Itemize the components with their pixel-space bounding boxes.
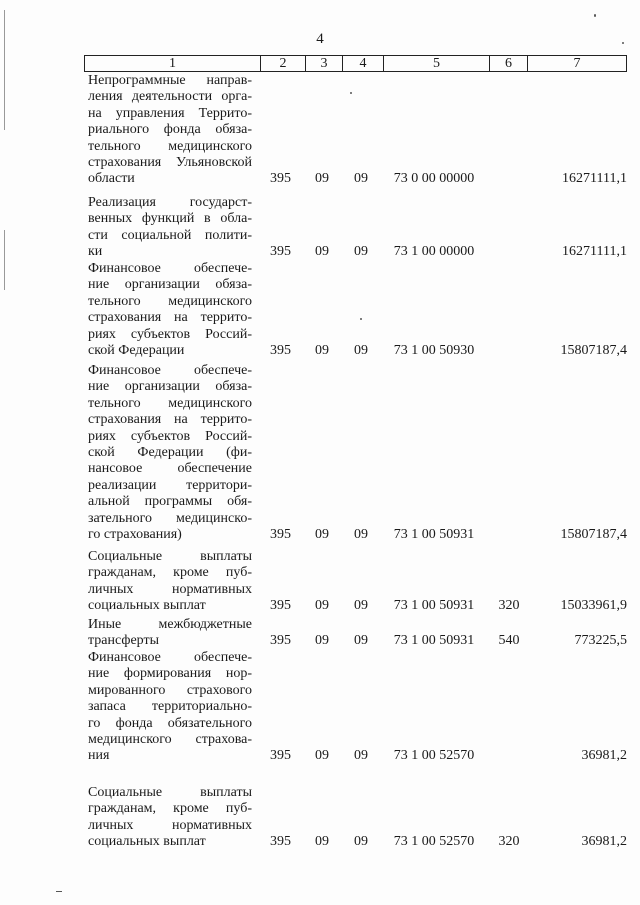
description-line: Социальные выплаты: [88, 785, 252, 800]
description-line: трансферты: [88, 633, 160, 649]
description-line: ской Федерации (фи-: [88, 445, 252, 461]
cell-c2: 395: [270, 633, 291, 649]
row-description: [88, 617, 252, 650]
description-line: Реализация государст-: [88, 195, 252, 210]
cell-c4: 09: [354, 342, 368, 358]
description-line: ской Федерации: [88, 343, 185, 359]
description-line: гражданам, кроме пуб-: [88, 801, 252, 817]
description-line: нансовое обеспечение: [88, 461, 252, 477]
description-line: венных функций в обла-: [88, 211, 252, 227]
description-line: тельного медицинского: [88, 293, 252, 309]
row-description: [88, 261, 252, 359]
cell-c7: 16271111,1: [562, 171, 627, 187]
row-description: [88, 785, 252, 851]
cell-c5: 73 1 00 52570: [393, 748, 475, 764]
cell-c3: 09: [315, 342, 329, 358]
cell-c3: 09: [315, 633, 329, 649]
description-line: медицинского страхова-: [88, 732, 252, 748]
header-col-2: 2: [261, 56, 306, 71]
description-line: на управления Террито-: [88, 105, 252, 121]
scan-speck: [56, 891, 62, 892]
description-line: страхования на террито-: [88, 412, 252, 428]
row-description: [88, 650, 252, 765]
description-line: области: [88, 171, 135, 187]
cell-c7: 15807187,4: [560, 526, 627, 542]
description-line: Финансовое обеспече-: [88, 363, 252, 378]
description-line: запаса территориально-: [88, 699, 252, 715]
description-line: Финансовое обеспече-: [88, 650, 252, 665]
cell-c2: 395: [270, 171, 291, 187]
description-line: страхования Ульяновской: [88, 155, 252, 171]
description-line: Непрограммные направ-: [88, 73, 252, 88]
description-line: сти социальной полити-: [88, 227, 252, 243]
cell-c2: 395: [270, 598, 291, 614]
cell-c4: 09: [354, 171, 368, 187]
description-line: риях субъектов Россий-: [88, 428, 252, 444]
cell-c2: 395: [270, 244, 291, 260]
description-line: го страхования): [88, 527, 182, 543]
description-line: ления деятельности орга-: [88, 89, 252, 105]
description-line: мированного страхового: [88, 682, 252, 698]
cell-c2: 395: [270, 526, 291, 542]
description-line: тельного медицинского: [88, 138, 252, 154]
table-row: [0, 549, 640, 615]
row-description: [88, 73, 252, 188]
header-col-1: 1: [85, 56, 261, 71]
cell-c3: 09: [315, 598, 329, 614]
description-line: ние организации обяза-: [88, 277, 252, 293]
header-col-5: 5: [384, 56, 490, 71]
cell-c5: 73 1 00 50931: [393, 526, 475, 542]
cell-c2: 395: [270, 834, 291, 850]
cell-c4: 09: [354, 526, 368, 542]
cell-c6: 540: [498, 633, 520, 649]
description-line: альной программы обя-: [88, 494, 252, 510]
header-col-4: 4: [343, 56, 384, 71]
cell-c3: 09: [315, 834, 329, 850]
cell-c7: 15033961,9: [560, 598, 627, 614]
cell-c3: 09: [315, 171, 329, 187]
description-line: социальных выплат: [88, 598, 206, 614]
description-line: ние организации обяза-: [88, 379, 252, 395]
scan-speck: [594, 14, 596, 17]
table-row: [0, 261, 640, 359]
header-col-3: 3: [306, 56, 343, 71]
cell-c3: 09: [315, 526, 329, 542]
cell-c5: 73 1 00 50931: [393, 598, 475, 614]
cell-c5: 73 1 00 50931: [393, 633, 475, 649]
description-line: ния: [88, 748, 110, 764]
description-line: страхования на террито-: [88, 310, 252, 326]
description-line: Иные межбюджетные: [88, 617, 252, 632]
header-col-6: 6: [490, 56, 528, 71]
cell-c4: 09: [354, 244, 368, 260]
description-line: тельного медицинского: [88, 395, 252, 411]
cell-c7: 15807187,4: [560, 342, 627, 358]
table-row: [0, 73, 640, 188]
cell-c5: 73 1 00 00000: [393, 244, 475, 260]
description-line: личных нормативных: [88, 581, 252, 597]
cell-c3: 09: [315, 748, 329, 764]
cell-c7: 36981,2: [581, 748, 627, 764]
description-line: реализации территори-: [88, 477, 252, 493]
table-row: [0, 363, 640, 543]
cell-c6: 320: [498, 598, 520, 614]
description-line: зательного медицинско-: [88, 510, 252, 526]
cell-c7: 773225,5: [574, 633, 627, 649]
description-line: Социальные выплаты: [88, 549, 252, 564]
row-description: [88, 549, 252, 615]
page-number: 4: [316, 31, 324, 47]
table-row: [0, 785, 640, 851]
cell-c5: 73 1 00 52570: [393, 834, 475, 850]
cell-c7: 16271111,1: [562, 244, 627, 260]
description-line: риального фонда обяза-: [88, 122, 252, 138]
cell-c6: 320: [498, 834, 520, 850]
description-line: личных нормативных: [88, 817, 252, 833]
cell-c2: 395: [270, 748, 291, 764]
description-line: социальных выплат: [88, 834, 206, 850]
description-line: ки: [88, 244, 103, 260]
description-line: гражданам, кроме пуб-: [88, 565, 252, 581]
cell-c2: 395: [270, 342, 291, 358]
description-line: риях субъектов Россий-: [88, 326, 252, 342]
cell-c4: 09: [354, 834, 368, 850]
cell-c4: 09: [354, 633, 368, 649]
cell-c5: 73 0 00 00000: [393, 171, 475, 187]
row-description: [88, 363, 252, 543]
header-col-7: 7: [573, 56, 581, 71]
cell-c4: 09: [354, 598, 368, 614]
description-line: ние формирования нор-: [88, 666, 252, 682]
table-header: [84, 55, 627, 72]
description-line: Финансовое обеспече-: [88, 261, 252, 276]
table-row: [0, 650, 640, 765]
cell-c4: 09: [354, 748, 368, 764]
description-line: го фонда обязательного: [88, 715, 252, 731]
row-description: [88, 195, 252, 261]
cell-c3: 09: [315, 244, 329, 260]
table-row: [0, 617, 640, 650]
cell-c5: 73 1 00 50930: [393, 342, 475, 358]
table-row: [0, 195, 640, 261]
cell-c7: 36981,2: [581, 834, 627, 850]
